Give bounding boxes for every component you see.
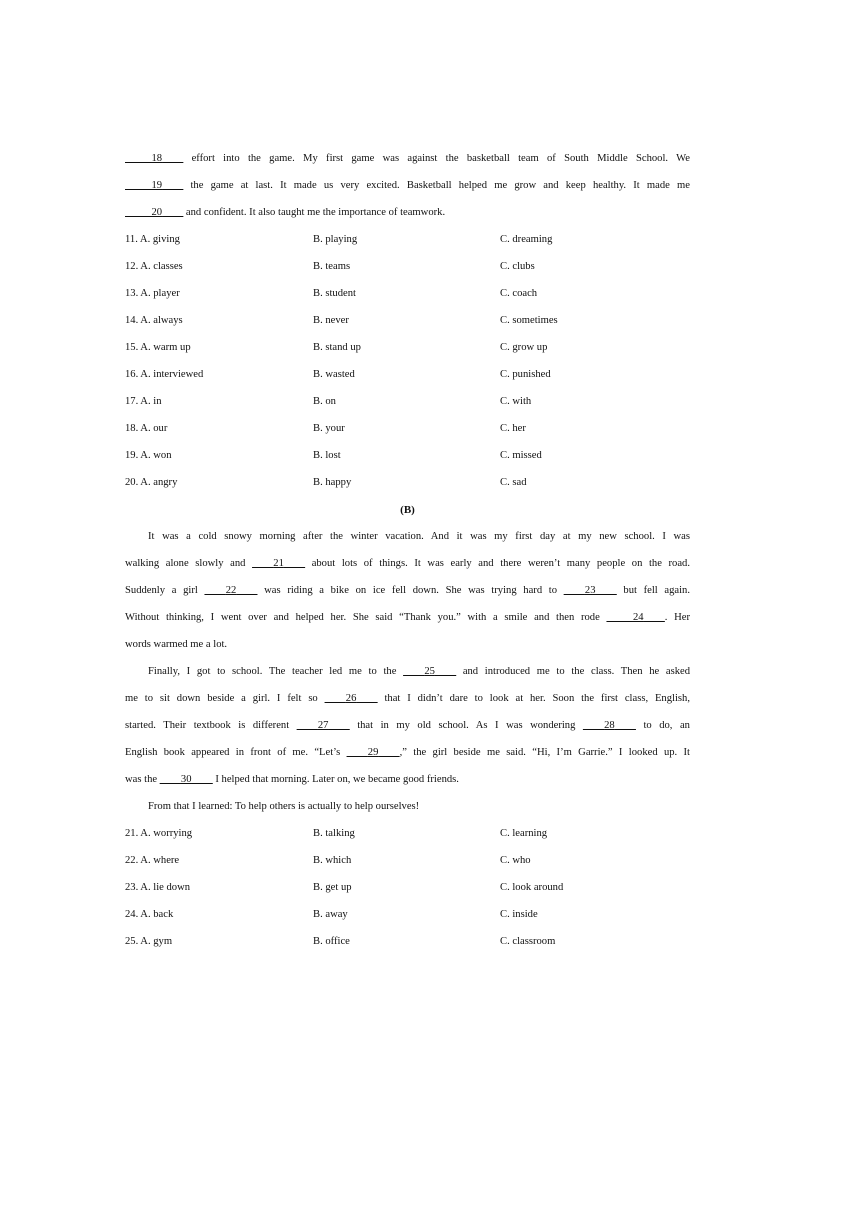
option-b: B. student — [313, 288, 356, 299]
option-a: 23. A. lie down — [125, 882, 191, 893]
blank-25: ____25____ — [403, 666, 457, 677]
option-row-19 — [125, 448, 690, 464]
option-a: 18. A. our — [125, 423, 168, 434]
passage-b-line-2: walking alone slowly and ____21____ about lots of things. It was early and there weren’t many people on the road. — [125, 556, 690, 572]
option-c: C. dreaming — [500, 234, 553, 245]
option-b: B. wasted — [313, 369, 355, 380]
blank-23: ____23____ — [563, 585, 617, 596]
option-a: 15. A. warm up — [125, 342, 191, 353]
passage-b-line-7: me to sit down beside a girl. I felt so ____26____ that I didn’t dare to look at her. Soon the first class, English, — [125, 691, 690, 707]
option-c: C. sad — [500, 477, 527, 488]
option-a: 17. A. in — [125, 396, 162, 407]
option-b: B. get up — [313, 882, 352, 893]
option-a: 12. A. classes — [125, 261, 183, 272]
option-b: B. stand up — [313, 342, 361, 353]
blank-19: _____19____ — [125, 180, 184, 191]
option-row-23 — [125, 880, 690, 896]
option-c: C. clubs — [500, 261, 535, 272]
option-a: 20. A. angry — [125, 477, 178, 488]
option-c: C. classroom — [500, 936, 556, 947]
option-row-18 — [125, 421, 690, 437]
option-b: B. never — [313, 315, 349, 326]
option-row-22 — [125, 853, 690, 869]
option-a: 16. A. interviewed — [125, 369, 204, 380]
option-b: B. on — [313, 396, 336, 407]
option-b: B. office — [313, 936, 350, 947]
option-row-20 — [125, 475, 690, 491]
passage-a-line-2: _____19____ the game at last. It made us very excited. Basketball helped me grow and keep healthy. It made me — [125, 178, 690, 194]
option-row-25 — [125, 934, 690, 950]
option-c: C. coach — [500, 288, 538, 299]
option-b: B. happy — [313, 477, 352, 488]
option-b: B. lost — [313, 450, 341, 461]
option-b: B. teams — [313, 261, 351, 272]
option-row-13 — [125, 286, 690, 302]
option-row-17 — [125, 394, 690, 410]
option-row-21 — [125, 826, 690, 842]
blank-21: ____21____ — [252, 558, 306, 569]
blank-18: _____18____ — [125, 153, 184, 164]
passage-b-line-8: started. Their textbook is different ____27____ that in my old school. As I was wondering ____28____ to do, an — [125, 718, 690, 734]
option-a: 22. A. where — [125, 855, 180, 866]
option-a: 24. A. back — [125, 909, 174, 920]
option-b: B. talking — [313, 828, 355, 839]
passage-b-line-1: It was a cold snowy morning after the winter vacation. And it was my first day at my new school. I was — [148, 531, 690, 542]
option-row-12 — [125, 259, 690, 275]
option-a: 25. A. gym — [125, 936, 173, 947]
blank-26: ____26____ — [324, 693, 378, 704]
passage-a-line-1: _____18____ effort into the game. My first game was against the basketball team of South Middle School. We — [125, 151, 690, 167]
option-a: 19. A. won — [125, 450, 172, 461]
option-c: C. who — [500, 855, 531, 866]
option-a: 11. A. giving — [125, 234, 180, 245]
option-b: B. which — [313, 855, 352, 866]
section-b-title: (B) — [400, 504, 415, 516]
passage-a-line-3: _____20____ and confident. It also taught me the importance of teamwork. — [125, 205, 690, 221]
option-a: 14. A. always — [125, 315, 183, 326]
passage-b-line-10: was the ____30____ I helped that morning. Later on, we became good friends. — [125, 772, 690, 788]
blank-24: _____24____ — [606, 612, 665, 623]
option-row-24 — [125, 907, 690, 923]
option-row-11 — [125, 232, 690, 248]
blank-29: ____29____ — [346, 747, 400, 758]
option-b: B. away — [313, 909, 348, 920]
passage-b-line-3: Suddenly a girl ____22____ was riding a bike on ice fell down. She was trying hard to ____23____ but fell again. — [125, 583, 690, 599]
passage-b-line-6: Finally, I got to school. The teacher led me to the ____25____ and introduced me to the class. Then he asked — [148, 664, 690, 680]
option-c: C. sometimes — [500, 315, 558, 326]
passage-b-line-11: From that I learned: To help others is actually to help ourselves! — [148, 801, 420, 812]
blank-22: ____22____ — [204, 585, 258, 596]
option-c: C. punished — [500, 369, 551, 380]
option-a: 21. A. worrying — [125, 828, 193, 839]
option-c: C. look around — [500, 882, 564, 893]
blank-28: ____28____ — [582, 720, 636, 731]
option-c: C. learning — [500, 828, 548, 839]
blank-20: _____20____ — [125, 207, 184, 218]
passage-b-line-5: words warmed me a lot. — [125, 639, 228, 650]
option-c: C. missed — [500, 450, 542, 461]
option-row-14 — [125, 313, 690, 329]
passage-b-line-4: Without thinking, I went over and helped her. She said “Thank you.” with a smile and then rode _____24____. Her — [125, 610, 690, 626]
option-row-16 — [125, 367, 690, 383]
blank-27: ____27____ — [296, 720, 350, 731]
option-c: C. grow up — [500, 342, 548, 353]
option-b: B. playing — [313, 234, 358, 245]
option-b: B. your — [313, 423, 345, 434]
option-c: C. inside — [500, 909, 538, 920]
option-a: 13. A. player — [125, 288, 180, 299]
blank-30: ____30____ — [159, 774, 213, 785]
passage-b-line-9: English book appeared in front of me. “Let’s ____29____,” the girl beside me said. “Hi, I’m Garrie.” I looked up. It — [125, 745, 690, 761]
option-c: C. with — [500, 396, 532, 407]
option-c: C. her — [500, 423, 526, 434]
option-row-15 — [125, 340, 690, 356]
